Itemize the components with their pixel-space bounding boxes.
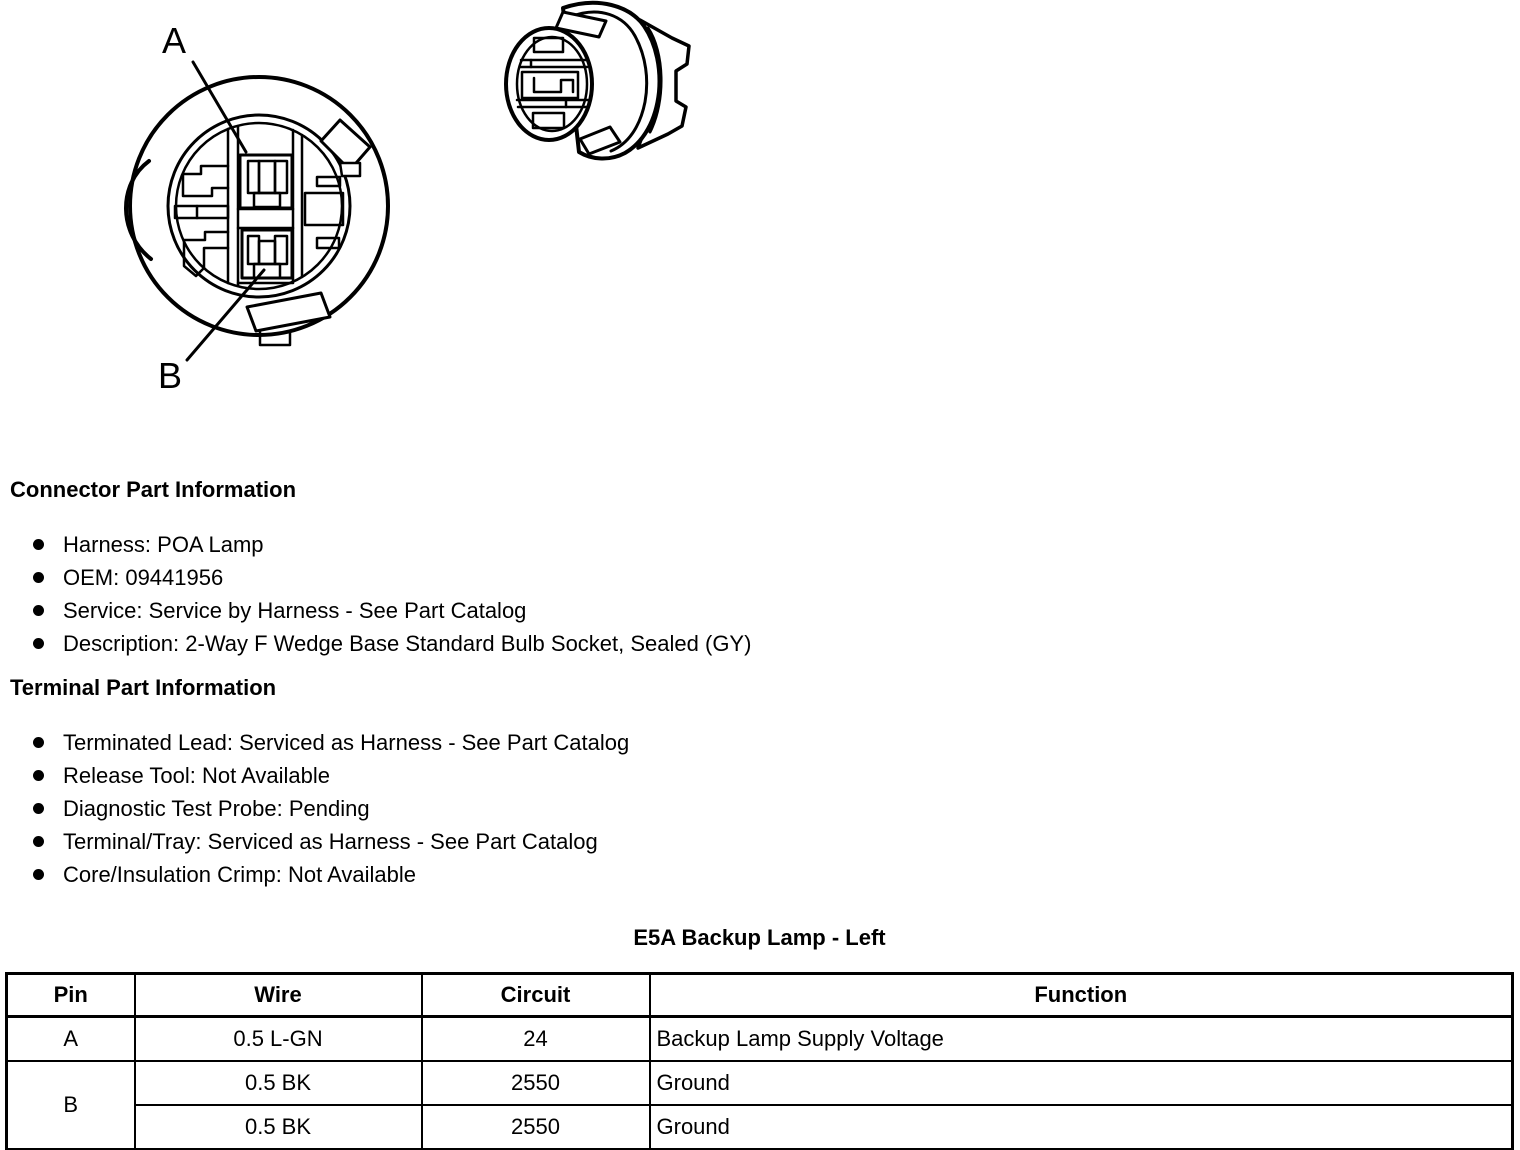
bullet-icon: [33, 869, 44, 880]
connector-diagrams: [0, 0, 760, 430]
list-item: [10, 759, 1210, 792]
table-row-pin-a: [7, 1017, 1513, 1062]
terminal-part-info-list: [10, 726, 1210, 891]
pin-a-leader-line: [193, 62, 246, 152]
list-item: [10, 858, 1210, 891]
left-key-structures: [175, 166, 228, 276]
bullet-icon: [33, 572, 44, 583]
list-item-text: Description: 2-Way F Wedge Base Standard Bulb Socket, Sealed (GY): [63, 630, 752, 656]
col-header-function: Function: [650, 974, 1513, 1017]
list-item-text: Service: Service by Harness - See Part Catalog: [63, 597, 527, 623]
col-header-wire: Wire: [135, 974, 422, 1017]
pin-table-block: [5, 926, 1514, 1150]
pin-function-table: [5, 972, 1514, 1150]
part-information-content: [10, 478, 1210, 891]
col-header-pin: Pin: [7, 974, 135, 1017]
table-row-pin-b-2: [7, 1105, 1513, 1150]
terminal-cavity-b: [242, 230, 292, 278]
bullet-icon: [33, 605, 44, 616]
list-item-text: OEM: 09441956: [63, 564, 224, 590]
list-item: [10, 528, 1210, 561]
table-header-row: [7, 974, 1513, 1017]
pin-cell: B: [7, 1061, 135, 1150]
function-cell: Ground: [650, 1105, 1513, 1150]
wire-cell: 0.5 BK: [135, 1105, 422, 1150]
bullet-icon: [33, 803, 44, 814]
list-item-text: Terminal/Tray: Serviced as Harness - See Part Catalog: [63, 828, 598, 854]
list-item: [10, 561, 1210, 594]
terminal-cavity-a: [240, 155, 292, 208]
table-row-pin-b-1: [7, 1061, 1513, 1105]
bullet-icon: [33, 770, 44, 781]
connector-side-view: [506, 3, 689, 159]
pin-table-title: E5A Backup Lamp - Left: [633, 925, 886, 950]
list-item: [10, 825, 1210, 858]
right-key-structures: [305, 177, 343, 248]
circuit-cell: 24: [422, 1017, 650, 1062]
list-item-text: Terminated Lead: Serviced as Harness - See Part Catalog: [63, 729, 630, 755]
circuit-cell: 2550: [422, 1061, 650, 1105]
list-item-text: Core/Insulation Crimp: Not Available: [63, 861, 416, 887]
col-header-circuit: Circuit: [422, 974, 650, 1017]
connector-part-info-heading: Connector Part Information: [10, 477, 297, 502]
list-item-text: Release Tool: Not Available: [63, 762, 331, 788]
connector-face-view: [126, 20, 388, 396]
list-item-text: Harness: POA Lamp: [63, 531, 264, 557]
pin-b-label: B: [158, 355, 183, 396]
list-item: [10, 627, 1210, 660]
bullet-icon: [33, 737, 44, 748]
function-cell: Ground: [650, 1061, 1513, 1105]
pin-a-label: A: [162, 20, 187, 61]
function-cell: Backup Lamp Supply Voltage: [650, 1017, 1513, 1062]
bullet-icon: [33, 638, 44, 649]
list-item-text: Diagnostic Test Probe: Pending: [63, 795, 370, 821]
list-item: [10, 792, 1210, 825]
terminal-part-info-heading: Terminal Part Information: [10, 675, 277, 700]
wire-cell: 0.5 L-GN: [135, 1017, 422, 1062]
connector-part-info-list: [10, 528, 1210, 660]
pin-cell: A: [7, 1017, 135, 1062]
list-item: [10, 594, 1210, 627]
wire-cell: 0.5 BK: [135, 1061, 422, 1105]
bullet-icon: [33, 836, 44, 847]
bullet-icon: [33, 539, 44, 550]
list-item: [10, 726, 1210, 759]
circuit-cell: 2550: [422, 1105, 650, 1150]
